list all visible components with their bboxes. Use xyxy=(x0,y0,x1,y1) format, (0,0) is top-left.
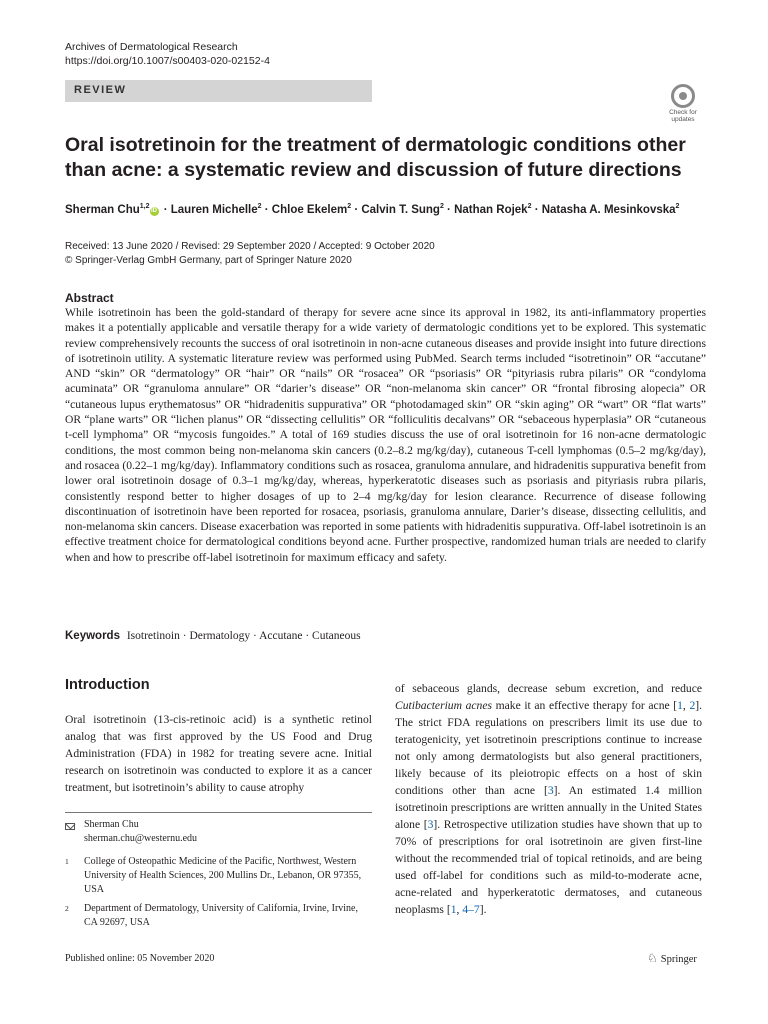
author-affiliation: 2 xyxy=(257,203,262,210)
article-type-band xyxy=(65,80,372,102)
affiliation-text: College of Osteopathic Medicine of the Pacific, Northwest, Western University of Health Sciences, 200 Mullins Dr., Lebanon, OR 97355, USA xyxy=(84,856,362,895)
introduction-paragraph-2: of sebaceous glands, decrease sebum excretion, and reduce Cutibacterium acnes make it an effective therapy for acne [1, 2]. The strict FDA regulations on prescribers limit its use due to teratogenicity, yet isotretinoin prescriptions continue to increase not only among dermatologists but also general practitioners, likely because of its pleiotropic effects on a host of skin conditions other than acne [3]. An estimated 1.4 million isotretinoin prescriptions are written annually in the United States alone [3]. Retrospective utilization studies have shown that up to 70% of prescriptions for oral isotretinoin are given first-line without the recommended trial of topical retinoids, and are being used off-label for conditions such as mild-to-moderate acne, acne-related and hyperkeratotic dermatoses, and cutaneous neoplasms [1, 4–7]. xyxy=(395,682,702,916)
article-title: Oral isotretinoin for the treatment of dermatologic conditions other than acne: a systematic review and discussion of future directions xyxy=(65,134,686,181)
author-name[interactable]: Sherman Chu xyxy=(65,203,140,216)
citation-link[interactable]: 3 xyxy=(547,784,554,797)
keywords-list: Isotretinoin · Dermatology · Accutane · Cutaneous xyxy=(126,630,361,642)
affiliation-1 xyxy=(65,855,372,899)
abstract-heading: Abstract xyxy=(65,291,114,305)
email-icon xyxy=(65,823,75,830)
author-affiliation: 2 xyxy=(527,203,532,210)
abstract-text: While isotretinoin has been the gold-standard of therapy for severe acne since its approval in 1982, its anti-inflammatory properties makes it a potentially applicable and versatile therapy for a wide variety of dermatologic conditions yet to be explored. This systematic review comprehensively recounts the success of oral isotretinoin in non-acne cutaneous diseases and provide insight into future directions of isotretinoin utility. A systematic literature review was performed using PubMed. Search terms included “isotretinoin” OR “accutane” AND “skin” OR “dermatology” OR “hair” OR “nails” OR “rosacea” OR “psoriasis” OR “pityriasis rubra pilaris” OR “condyloma acuminata” OR “granuloma annulare” OR “darier’s disease” OR “non-melanoma skin cancer” OR “frontal fibrosing alopecia” OR “cutaneous lupus erythematosus” OR “hidradenitis suppurativa” OR “photodamaged skin” OR “skin aging” OR “wart” OR “flat warts” OR “plane warts” OR “lichen planus” OR “dissecting cellulitis” OR “folliculitis decalvans” OR “sebaceous hyperplasia” OR “cutaneous t-cell lymphoma” OR “mycosis fungoides.” A total of 169 studies discuss the use of oral isotretinoin for 16 non-acne dermatologic conditions, the most common being non-melanoma skin cancers (0.2–8.2 mg/kg/day), cutaneous T-cell lymphomas (0.5–2 mg/kg/day), and rosacea (0.22–1 mg/kg/day). Inflammatory conditions such as rosacea, granuloma annulare, and hidradenitis suppurativa benefit from lower oral isotretinoin dosage of 0.3–1 mg/kg/day, whereas, hyperkeratotic diseases such as psoriasis and pityriasis rubra pilaris, consistently respond better to higher dosages of up to 2–4 mg/kg/day for lesion clearance. Recurrence of disease following discontinuation of isotretinoin have been reported for rosacea, psoriasis, granuloma annulare, Darier’s disease, dissecting cellulitis, and non-melanoma skin cancers. Disease exacerbation was reported in some patients with hidradenitis suppurativa. Off-label isotretinoin is an effective treatment choice for dermatological conditions beyond acne. Further prospective, randomized human trials are needed to clarify when and how to prescribe off-label isotretinoin for maximum efficacy and safety. xyxy=(65,306,706,564)
doi-link[interactable]: https://doi.org/10.1007/s00403-020-02152-4 xyxy=(65,55,270,67)
affiliation-2 xyxy=(65,902,372,932)
author-affiliation: 2 xyxy=(675,203,680,210)
introduction-heading: Introduction xyxy=(65,677,150,693)
author-affiliation: 2 xyxy=(347,203,352,210)
publisher-logo xyxy=(647,951,697,966)
author-affiliation: 2 xyxy=(439,203,444,210)
author-name[interactable]: Chloe Ekelem xyxy=(271,203,348,216)
author-list: Sherman Chu$^{1,2}$iD · Lauren Michelle$^2$ · Chloe Ekelem$^2$ · Calvin T. Sung$^2$ · Nathan Rojek$^2$ · Natasha A. Mesinkovska$^2$ xyxy=(65,203,680,216)
contact-email[interactable]: sherman.chu@westernu.edu xyxy=(84,833,198,844)
introduction-paragraph-1: Oral isotretinoin (13-cis-retinoic acid) is a synthetic retinol analog that was first approved by the US Food and Drug Administration (FDA) in 1982 for treating severe acne. Initial research on isotretinoin was conducted to explore it as a cancer treatment, but isotretinoin’s ability to cause atrophy xyxy=(65,713,372,794)
journal-name: Archives of Dermatological Research xyxy=(65,41,238,53)
check-for-updates-badge[interactable] xyxy=(663,84,703,124)
keywords xyxy=(65,630,361,642)
contact-name: Sherman Chu xyxy=(84,819,139,830)
italic-term: Cutibacterium acnes xyxy=(395,699,492,712)
citation-link[interactable]: 1 xyxy=(450,903,457,916)
publisher-name: Springer xyxy=(660,954,697,965)
affiliation-text: Department of Dermatology, University of California, Irvine, Irvine, CA 92697, USA xyxy=(84,903,358,928)
author-name[interactable]: Nathan Rojek xyxy=(454,203,528,216)
keywords-label: Keywords xyxy=(65,630,120,642)
author-name[interactable]: Calvin T. Sung xyxy=(361,203,440,216)
affiliation-mark: 2 xyxy=(65,904,69,913)
journal-header xyxy=(65,40,270,68)
footnote-divider xyxy=(65,812,372,813)
copyright-line: © Springer-Verlag GmbH Germany, part of Springer Nature 2020 xyxy=(65,254,352,266)
published-date: Published online: 05 November 2020 xyxy=(65,953,215,964)
corresponding-author xyxy=(65,818,372,848)
check-for-updates-text: Check for updates xyxy=(669,109,697,123)
citation-link[interactable]: 2 xyxy=(689,699,696,712)
citation-link[interactable]: 3 xyxy=(427,818,434,831)
orcid-icon[interactable]: iD xyxy=(151,207,157,214)
springer-horse-icon: ♘ xyxy=(647,951,658,965)
article-type-label: REVIEW xyxy=(74,84,127,96)
article-dates xyxy=(65,240,435,267)
author-name[interactable]: Natasha A. Mesinkovska xyxy=(541,203,676,216)
crossmark-icon xyxy=(671,84,695,108)
citation-link[interactable]: 4–7 xyxy=(462,903,480,916)
author-name[interactable]: Lauren Michelle xyxy=(170,203,258,216)
affiliation-mark: 1 xyxy=(65,857,69,866)
citation-link[interactable]: 1 xyxy=(677,699,683,712)
history-dates: Received: 13 June 2020 / Revised: 29 September 2020 / Accepted: 9 October 2020 xyxy=(65,241,435,252)
author-affiliation: 1,2 xyxy=(139,203,150,210)
